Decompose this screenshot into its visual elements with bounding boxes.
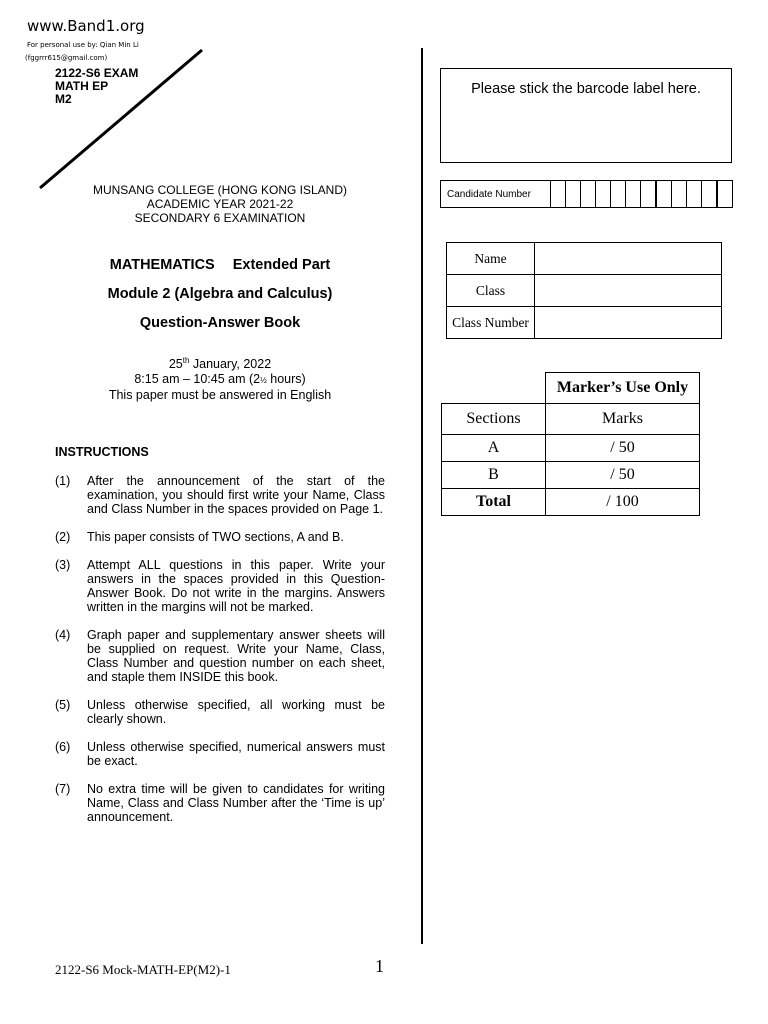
instruction-text: Unless otherwise specified, all working must be clearly shown. <box>87 698 385 726</box>
book-title: Question-Answer Book <box>139 315 301 331</box>
table-row <box>442 373 700 404</box>
candidate-number-cell[interactable] <box>718 181 732 207</box>
instruction-number: (1) <box>55 474 71 488</box>
class-number-label: Class Number <box>447 307 535 339</box>
page-number: 1 <box>375 956 384 976</box>
marks-value: / 50 <box>546 435 700 462</box>
instructions-list <box>55 474 385 838</box>
exam-code-line: 2122-S6 EXAM <box>55 66 139 80</box>
paper-titles <box>55 256 385 343</box>
instruction-item <box>55 558 385 614</box>
candidate-number-label: Candidate Number <box>441 181 551 207</box>
date-day: 25 <box>168 357 183 371</box>
table-row <box>442 462 700 489</box>
instruction-text: Attempt ALL questions in this paper. Write your answers in the spaces provided in this Question-Answer Book. Do not write in the margins. Answers written in the margins will not be marked. <box>87 558 385 614</box>
instructions-heading: INSTRUCTIONS <box>55 445 149 459</box>
instruction-number: (5) <box>55 698 71 712</box>
total-label: Total <box>442 489 546 516</box>
name-field[interactable] <box>535 243 722 275</box>
subject-name: MATHEMATICS <box>109 257 215 273</box>
footer-paper-code: 2122-S6 Mock-MATH-EP(M2)-1 <box>55 962 231 977</box>
barcode-instruction: Please stick the barcode label here. <box>471 81 701 97</box>
table-row <box>447 307 722 339</box>
table-row <box>442 404 700 435</box>
subject-title <box>55 256 385 274</box>
instruction-number: (4) <box>55 628 71 642</box>
candidate-number-cell[interactable] <box>581 181 596 207</box>
candidate-number-cell[interactable] <box>551 181 566 207</box>
marker-use-title: Marker’s Use Only <box>546 373 700 404</box>
website-watermark: www.Band1.org <box>27 17 145 35</box>
personal-use-note: For personal use by: Qian Min Li <box>27 41 139 49</box>
instruction-text: This paper consists of TWO sections, A and B. <box>87 530 344 544</box>
date-rest: January, 2022 <box>189 357 272 371</box>
instruction-item <box>55 474 385 516</box>
candidate-number-cells <box>551 181 732 207</box>
email-note: (fggrrr615@gmail.com) <box>25 54 108 62</box>
name-label: Name <box>447 243 535 275</box>
total-marks-value: / 100 <box>546 489 700 516</box>
candidate-number-cell[interactable] <box>596 181 611 207</box>
instruction-item <box>55 628 385 684</box>
candidate-number-cell[interactable] <box>687 181 702 207</box>
academic-year: ACADEMIC YEAR 2021-22 <box>146 197 294 211</box>
instruction-item <box>55 698 385 726</box>
exam-date <box>55 357 385 372</box>
barcode-label-area[interactable] <box>440 68 732 163</box>
exam-code-line: M2 <box>55 92 72 106</box>
section-label: B <box>442 462 546 489</box>
instruction-number: (6) <box>55 740 71 754</box>
instruction-item <box>55 530 385 544</box>
instruction-number: (3) <box>55 558 71 572</box>
exam-time <box>55 372 385 388</box>
column-divider <box>421 48 423 944</box>
time-end: hours) <box>266 372 306 386</box>
empty-cell <box>442 373 546 404</box>
exam-name: SECONDARY 6 EXAMINATION <box>134 211 306 225</box>
instruction-text: No extra time will be given to candidates for writing Name, Class and Class Number after the ‘Time is up’ announcement. <box>87 782 385 824</box>
class-field[interactable] <box>535 275 722 307</box>
instruction-item <box>55 740 385 768</box>
class-number-field[interactable] <box>535 307 722 339</box>
school-name: MUNSANG COLLEGE (HONG KONG ISLAND) <box>92 183 348 197</box>
student-info-table <box>446 242 722 339</box>
exam-code-line: MATH EP <box>55 79 109 93</box>
language-note: This paper must be answered in English <box>108 388 332 402</box>
instruction-number: (2) <box>55 530 71 544</box>
candidate-number-cell[interactable] <box>702 181 718 207</box>
time-fraction: ½ <box>260 376 267 385</box>
instruction-text: After the announcement of the start of the examination, you should first write your Name, Class and Class Number in the spaces provided on Page 1. <box>87 474 385 516</box>
table-row <box>442 435 700 462</box>
candidate-number-field <box>440 180 733 208</box>
sections-header: Sections <box>442 404 546 435</box>
school-header <box>55 183 385 225</box>
marks-header: Marks <box>546 404 700 435</box>
class-label: Class <box>447 275 535 307</box>
table-row <box>447 275 722 307</box>
instruction-item <box>55 782 385 824</box>
candidate-number-cell[interactable] <box>566 181 581 207</box>
instruction-text: Unless otherwise specified, numerical answers must be exact. <box>87 740 385 768</box>
time-text: 8:15 am – 10:45 am (2 <box>134 372 261 386</box>
module-title: Module 2 (Algebra and Calculus) <box>107 286 333 302</box>
section-label: A <box>442 435 546 462</box>
marks-value: / 50 <box>546 462 700 489</box>
candidate-number-cell[interactable] <box>672 181 687 207</box>
diagonal-slash-line <box>0 0 230 200</box>
instruction-text: Graph paper and supplementary answer sheets will be supplied on request. Write your Name, Class, Class Number and question number on each sheet, and staple them INSIDE this book. <box>87 628 385 684</box>
candidate-number-cell[interactable] <box>626 181 641 207</box>
instruction-number: (7) <box>55 782 71 796</box>
candidate-number-cell[interactable] <box>611 181 626 207</box>
exam-datetime <box>55 357 385 403</box>
subject-part: Extended Part <box>232 257 331 273</box>
candidate-number-cell[interactable] <box>641 181 657 207</box>
marker-use-table <box>441 372 700 516</box>
table-row <box>447 243 722 275</box>
candidate-number-cell[interactable] <box>657 181 672 207</box>
date-suffix: th <box>182 355 190 365</box>
table-row <box>442 489 700 516</box>
